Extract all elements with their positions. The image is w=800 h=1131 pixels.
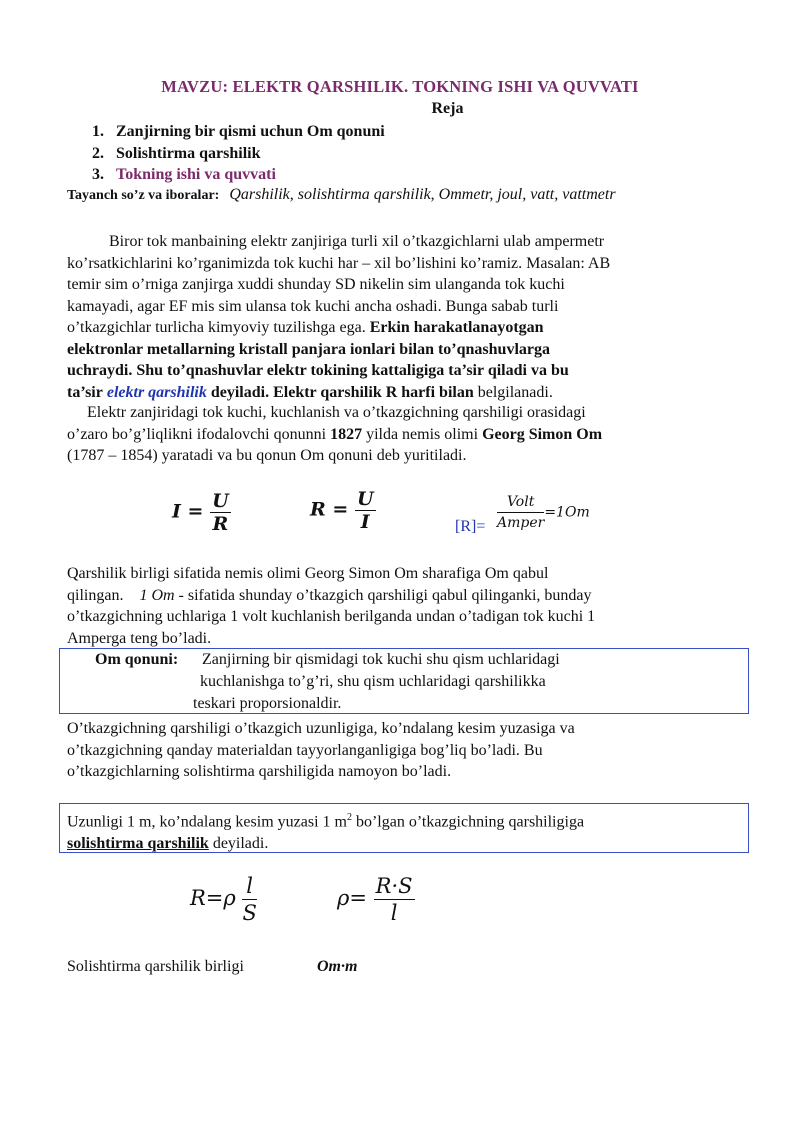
formula-unit: $\frac{\text{Volt}}{\text{Amper}}$ =1Om (497, 494, 590, 531)
plan-heading: Reja (431, 100, 464, 117)
resistivity-unit: Om·m (317, 958, 358, 975)
resistivity-definition: Uzunligi 1 m, ko’ndalang kesim yuzasi 1 $m^2$ bo’lgan o’tkazgichning qarshiligiga solishtirma qarshilik deyiladi. (67, 812, 585, 853)
plan-item: 3. Tokning ishi va quvvati (92, 166, 276, 183)
ohm-law-line: Zanjirning bir qismidagi tok kuchi shu qism uchlaridagi (202, 651, 560, 668)
term-solishtirma-qarshilik: solishtirma qarshilik (67, 835, 209, 853)
key-terms (67, 186, 616, 204)
unit-label: [R]= (455, 518, 486, 535)
key-terms-label: Tayanch so’z va iboralar: (67, 188, 220, 203)
ohm-law-line: kuchlanishga to’g’ri, shu qism uchlaridagi qarshilikka (200, 673, 546, 690)
paragraph-unit: Qarshilik birligi sifatida nemis olimi Georg Simon Om sharafiga Om qabul qilingan. 1 Om - sifatida shunday o’tkazgich qarshiligi qabul qilinganki, bunday o’tkazgichning uchlariga 1 volt kuchlanish berilganda undan o’tadigan tok kuchi 1 Amperga teng bo’ladi. (67, 565, 596, 647)
resistivity-unit-label: Solishtirma qarshilik birligi (67, 958, 244, 975)
ohm-law-label: Om qonuni: (95, 651, 179, 668)
plan-item: 2. Solishtirma qarshilik (92, 144, 261, 162)
ohm-law-line: teskari proporsionaldir. (193, 695, 342, 712)
formula-resistance: R=ρ $\frac{l}{S}$ (190, 874, 257, 925)
plan-list (92, 121, 385, 186)
term-elektr-qarshilik: elektr qarshilik (106, 383, 207, 401)
formula-ohm-current: I = $\frac{U}{R}$ (172, 490, 229, 535)
paragraph-om: Elektr zanjiridagi tok kuchi, kuchlanish va o’tkazgichning qarshiligi orasidagi o’zaro bo’g’liqlikni ifodalovchi qonunni 1827 yilda nemis olimi Georg Simon Om (1787 – 1854) yaratadi va bu qonun Om qonuni deb yuritiladi. (67, 404, 603, 464)
key-terms-list: Qarshilik, solishtirma qarshilik, Ommetr, joul, vatt, vattmetr (229, 186, 616, 203)
formula-resistivity: ρ= $\frac{R\cdot S}{l}$ (337, 874, 413, 925)
paragraph-resistivity: O’tkazgichning qarshiligi o’tkazgich uzunligiga, ko’ndalang kesim yuzasiga va o’tkazgichning qanday materialdan tayyorlanganligiga bog’liq bo’ladi. Bu o’tkazgichlarning solishtirma qarshiligida namoyon bo’ladi. (67, 720, 575, 780)
paragraph-intro: Biror tok manbaining elektr zanjiriga turli xil o’tkazgichlarni ulab ampermetr ko’rsatkichlarini ko’rganimizda tok kuchi har – xil bo’lishini ko’ramiz. Masalan: AB temir sim o’rniga zanjirga xuddi shunday SD nikelin sim ulanganda tok kuchi kamayadi, agar EF mis sim ulansa tok kuchi ancha oshadi. Bunga sabab turli o’tkazgichlar turlicha kimyoviy tuzilishga ega. Erkin harakatlanayotgan elektronlar metallarning kristall panjara ionlari bilan to’qnashuvlarga uchraydi. Shu to’qnashuvlar elektr tokining kattaligiga ta’sir qiladi va bu ta’sir elektr qarshilik deyiladi. Elektr qarshilik R harfi bilan belgilanadi. (67, 233, 611, 401)
page-title: MAVZU: ELEKTR QARSHILIK. TOKNING ISHI VA QUVVATI (161, 77, 639, 96)
formula-ohm-resistance: R = $\frac{U}{I}$ (310, 488, 374, 533)
plan-item: 1. Zanjirning bir qismi uchun Om qonuni (92, 123, 385, 140)
